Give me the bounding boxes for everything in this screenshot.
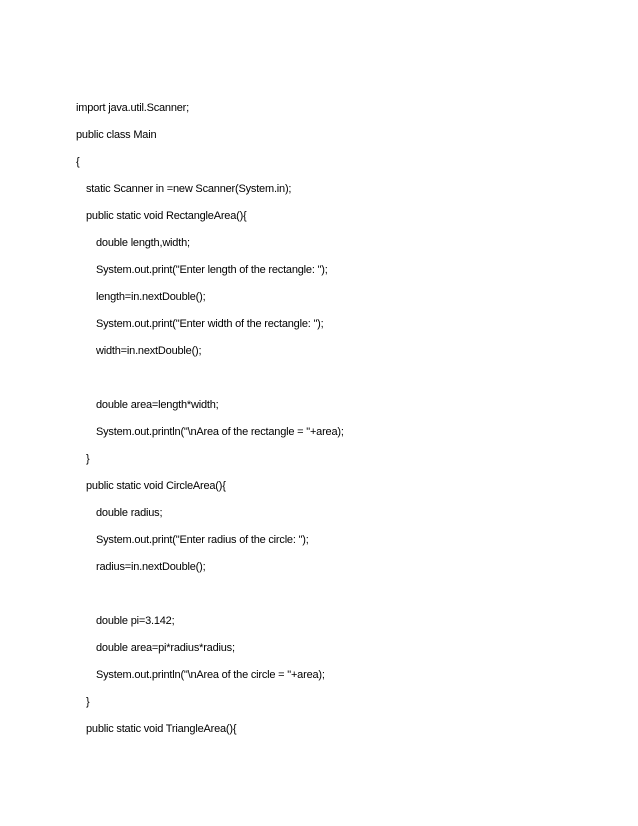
code-line-triangle-method: public static void TriangleArea(){ [86, 723, 237, 735]
code-line-circle-print-area: System.out.println("\nArea of the circle = "+area); [96, 669, 325, 681]
code-line-circle-method: public static void CircleArea(){ [86, 480, 226, 492]
code-line-scanner-field: static Scanner in =new Scanner(System.in); [86, 183, 292, 195]
code-line-circle-area-calc: double area=pi*radius*radius; [96, 642, 235, 654]
code-line-circle-close-brace: } [86, 696, 90, 708]
code-line-rect-prompt-width: System.out.print("Enter width of the rectangle: "); [96, 318, 324, 330]
code-line-rect-prompt-length: System.out.print("Enter length of the rectangle: "); [96, 264, 328, 276]
code-line-circle-pi: double pi=3.142; [96, 615, 175, 627]
code-line-rect-read-width: width=in.nextDouble(); [96, 345, 202, 357]
code-line-rect-close-brace: } [86, 453, 90, 465]
code-line-class-declaration: public class Main [76, 129, 157, 141]
code-line-rect-read-length: length=in.nextDouble(); [96, 291, 206, 303]
code-line-circle-declare: double radius; [96, 507, 163, 519]
code-line-rect-declare: double length,width; [96, 237, 190, 249]
code-line-circle-read-radius: radius=in.nextDouble(); [96, 561, 206, 573]
code-line-rect-area-calc: double area=length*width; [96, 399, 219, 411]
code-line-rectangle-method: public static void RectangleArea(){ [86, 210, 247, 222]
code-line-circle-prompt-radius: System.out.print("Enter radius of the circle: "); [96, 534, 309, 546]
code-line-rect-print-area: System.out.println("\nArea of the rectangle = "+area); [96, 426, 344, 438]
code-line-class-open-brace: { [76, 156, 80, 168]
code-line-import: import java.util.Scanner; [76, 102, 189, 114]
